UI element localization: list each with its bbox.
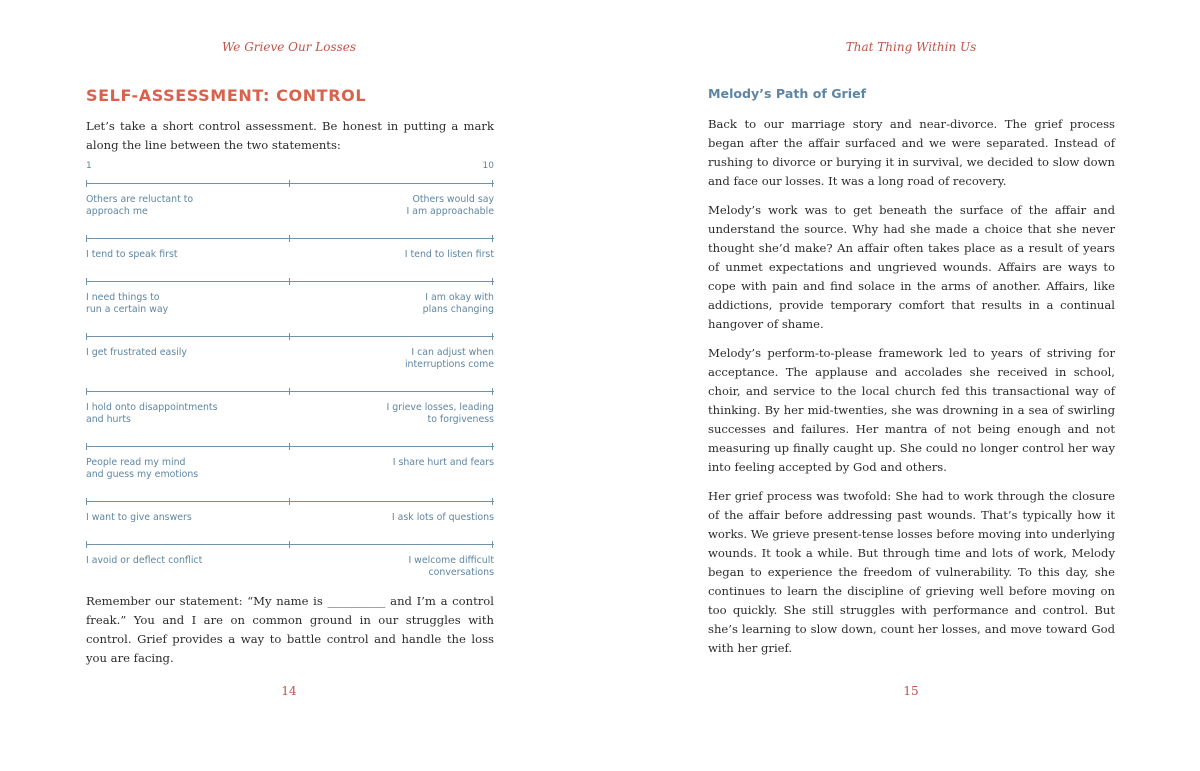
scale-tick-mid	[289, 235, 290, 242]
scale-line[interactable]	[86, 336, 494, 337]
scale-tick-end	[492, 235, 493, 242]
right-page	[600, 0, 1200, 771]
scale-right-statement: I can adjust when interruptions come	[404, 347, 494, 370]
scale-min-label: 1	[86, 161, 92, 171]
scale-left-statement: I avoid or deflect conflict	[86, 555, 203, 566]
scale-right-statement: I grieve losses, leading to forgiveness	[386, 402, 494, 425]
scale-right-statement: I am okay with plans changing	[422, 292, 494, 315]
scale-tick-end	[492, 541, 493, 548]
scale-left-statement: Others are reluctant to approach me	[86, 194, 194, 217]
running-head-left: We Grieve Our Losses	[221, 40, 357, 54]
scale-tick-mid	[289, 278, 290, 285]
scale-tick-mid	[289, 388, 290, 395]
scale-line[interactable]	[86, 281, 494, 282]
scale-tick-mid	[289, 180, 290, 187]
scale-tick-mid	[289, 541, 290, 548]
scale-left-statement: I need things to run a certain way	[86, 292, 169, 315]
page-number-right: 15	[903, 684, 919, 698]
scale-tick-start	[86, 498, 87, 505]
scale-tick-end	[492, 498, 493, 505]
scale-tick-end	[492, 333, 493, 340]
scale-tick-end	[492, 443, 493, 450]
section-title: SELF-ASSESSMENT: CONTROL	[86, 86, 367, 105]
scale-line[interactable]	[86, 391, 494, 392]
scale-right-statement: I welcome difficult conversations	[408, 555, 494, 578]
scale-tick-mid	[289, 498, 290, 505]
scale-tick-start	[86, 443, 87, 450]
body-paragraph-2: Melody’s work was to get beneath the surface of the affair and understand the source. Why had she made a choice that she never thought she’d make? An affair often takes place as a result of years of unmet expectations and ungrieved wounds. Affairs are ways to cope with pain and find solace in the arms of another. Affairs, like addictions, provide temporary comfort that results in a continual hangover of shame.	[708, 203, 1115, 331]
body-paragraph-3: Melody’s perform-to-please framework led to years of striving for acceptance. The applause and accolades she received in school, choir, and service to the local church fed this transactional way of thinking. By her mid-twenties, she was drowning in a sea of swirling successes and failures. Her mantra of not being enough and not measuring up finally caught up. She could no longer control her way into feeling accepted by God and others.	[708, 346, 1115, 474]
running-head-right: That Thing Within Us	[845, 40, 977, 54]
body-paragraph-1: Back to our marriage story and near-divorce. The grief process began after the affair surfaced and we were separated. Instead of rushing to divorce or burying it in survival, we decided to slow down and face our losses. It was a long road of recovery.	[708, 117, 1115, 188]
scale-left-statement: I get frustrated easily	[86, 347, 187, 358]
scale-line[interactable]	[86, 238, 494, 239]
scale-tick-mid	[289, 443, 290, 450]
body-paragraph-4: Her grief process was twofold: She had to work through the closure of the affair before addressing past wounds. That’s typically how it works. We grieve present-tense losses before moving into underlying wounds. It took a while. But through time and lots of work, Melody began to experience the freedom of vulnerability. To this day, she continues to learn the discipline of grieving well before moving on too quickly. She still struggles with performance and control. But she’s learning to slow down, count her losses, and move toward God with her grief.	[708, 489, 1115, 655]
story-body	[708, 115, 1115, 668]
scale-line[interactable]	[86, 446, 494, 447]
scale-tick-start	[86, 333, 87, 340]
scale-tick-start	[86, 180, 87, 187]
scale-line[interactable]	[86, 501, 494, 502]
scale-left-statement: People read my mind and guess my emotions	[86, 457, 199, 480]
scale-line[interactable]	[86, 183, 494, 184]
scale-tick-start	[86, 278, 87, 285]
scale-right-statement: I share hurt and fears	[392, 457, 494, 468]
scale-tick-end	[492, 278, 493, 285]
scale-left-statement: I tend to speak first	[86, 249, 178, 260]
scale-tick-end	[492, 388, 493, 395]
scale-tick-end	[492, 180, 493, 187]
scale-left-statement: I want to give answers	[86, 512, 192, 523]
scale-endpoints	[86, 161, 494, 173]
intro-paragraph: Let’s take a short control assessment. Be honest in putting a mark along the line between the two statements:	[86, 119, 494, 152]
closing-paragraph: Remember our statement: “My name is __________ and I’m a control freak.” You and I are on common ground in our struggles with control. Grief provides a way to battle control and handle the loss you are facing.	[86, 594, 494, 665]
page-number-left: 14	[281, 684, 297, 698]
scale-tick-mid	[289, 333, 290, 340]
scale-right-statement: I tend to listen first	[404, 249, 494, 260]
scale-tick-start	[86, 541, 87, 548]
scale-left-statement: I hold onto disappointments and hurts	[86, 402, 218, 425]
scale-tick-start	[86, 388, 87, 395]
scale-right-statement: I ask lots of questions	[391, 512, 494, 523]
subsection-heading: Melody’s Path of Grief	[708, 86, 867, 101]
scale-line[interactable]	[86, 544, 494, 545]
scale-tick-start	[86, 235, 87, 242]
scale-right-statement: Others would say I am approachable	[406, 194, 494, 217]
scale-max-label: 10	[482, 161, 494, 171]
